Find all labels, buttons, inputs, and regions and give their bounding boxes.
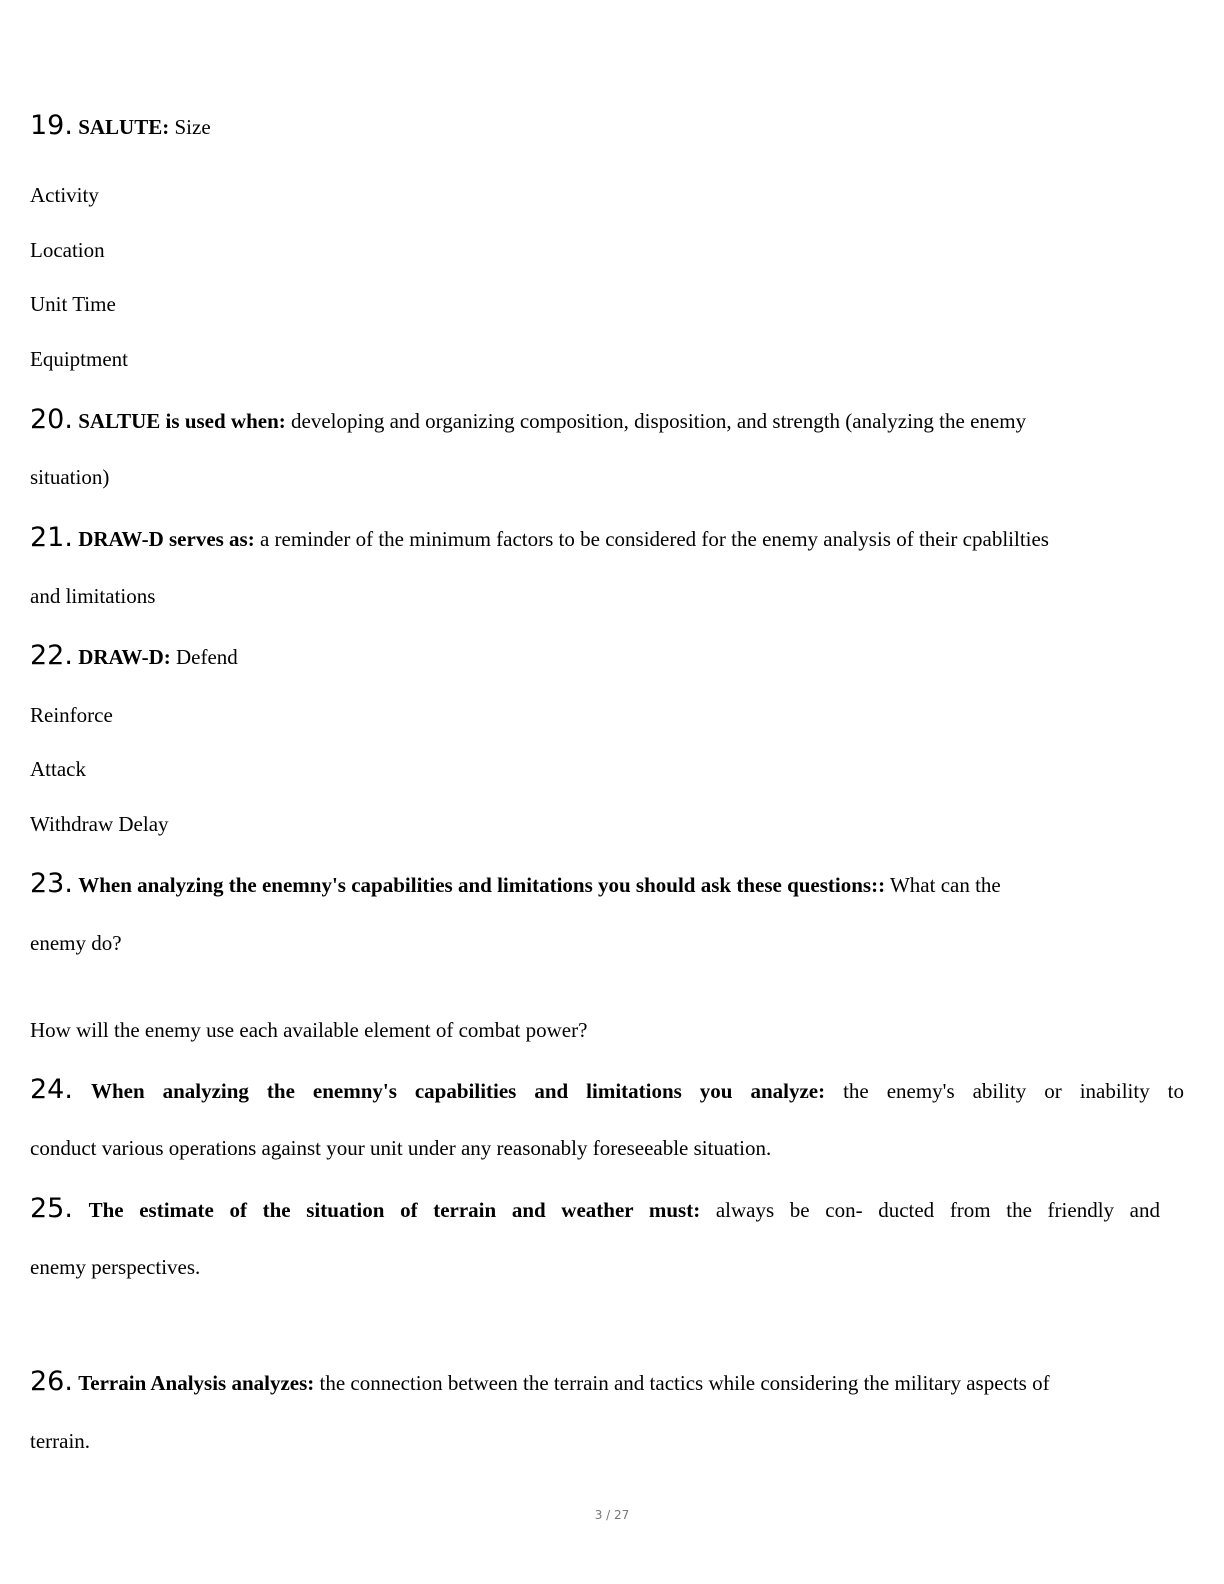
item-26 [30, 1368, 1050, 1397]
item-label: SALUTE: [78, 115, 170, 139]
item-25 [30, 1195, 1160, 1224]
item-label: When analyzing the enemny's capabilities and limitations you analyze: [90, 1079, 826, 1103]
item-answer: developing and organizing composition, disposition, and strength (analyzing the enemy [291, 409, 1027, 433]
item-number: 19. [30, 110, 73, 141]
item-21 [30, 524, 1049, 553]
item-number: 21. [30, 522, 73, 553]
page-number: 3 / 27 [594, 1508, 630, 1522]
answer-line: Equiptment [30, 347, 128, 371]
item-answer: Defend [176, 645, 238, 669]
item-label: DRAW-D: [78, 645, 171, 669]
answer-continuation: and limitations [30, 584, 156, 608]
answer-line: Location [30, 238, 105, 262]
item-label: SALTUE is used when: [78, 409, 286, 433]
answer-continuation: How will the enemy use each available element of combat power? [30, 1018, 588, 1042]
item-answer: Size [174, 115, 211, 139]
item-number: 22. [30, 640, 73, 671]
item-label: DRAW-D serves as: [78, 527, 255, 551]
item-24 [30, 1076, 1184, 1105]
item-number: 25. [30, 1193, 73, 1224]
answer-continuation: enemy perspectives. [30, 1255, 201, 1279]
item-20 [30, 406, 1026, 435]
item-19 [30, 112, 211, 141]
answer-line: Attack [30, 757, 86, 781]
answer-line: Unit Time [30, 292, 116, 316]
answer-continuation: enemy do? [30, 931, 122, 955]
answer-line: Activity [30, 183, 99, 207]
item-answer: the connection between the terrain and tactics while considering the military aspects of [319, 1371, 1050, 1395]
answer-line: Withdraw Delay [30, 812, 169, 836]
answer-line: Reinforce [30, 703, 113, 727]
item-answer: What can the [889, 873, 1001, 897]
item-22 [30, 642, 238, 671]
item-answer: always be con- ducted from the friendly and [715, 1198, 1160, 1222]
item-answer: the enemy's ability or inability to [843, 1079, 1185, 1103]
item-label: Terrain Analysis analyzes: [78, 1371, 315, 1395]
item-answer: a reminder of the minimum factors to be considered for the enemy analysis of their cpablilties [259, 527, 1049, 551]
item-number: 26. [30, 1366, 73, 1397]
answer-continuation: conduct various operations against your unit under any reasonably foreseeable situation. [30, 1136, 772, 1160]
item-number: 24. [30, 1074, 73, 1105]
item-number: 20. [30, 404, 73, 435]
answer-continuation: situation) [30, 465, 110, 489]
item-23 [30, 870, 1001, 899]
answer-continuation: terrain. [30, 1429, 91, 1453]
item-label: The estimate of the situation of terrain and weather must: [88, 1198, 701, 1222]
item-number: 23. [30, 868, 73, 899]
item-label: When analyzing the enemny's capabilities and limitations you should ask these questions:: [78, 873, 886, 897]
